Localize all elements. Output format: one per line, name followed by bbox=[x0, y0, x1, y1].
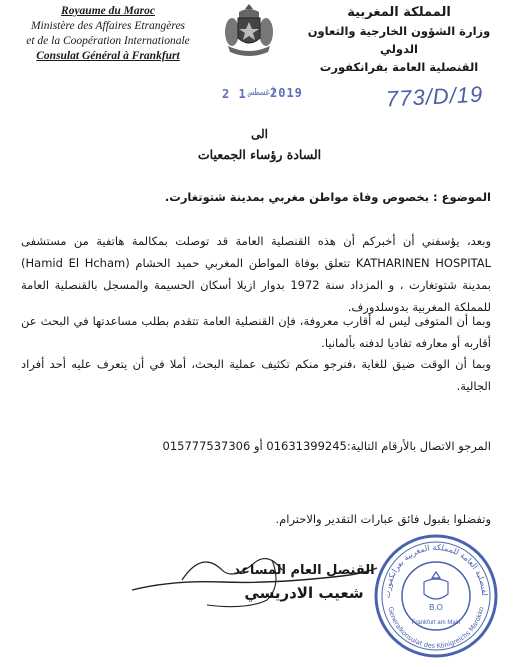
recipient-to: الى bbox=[251, 127, 268, 141]
french-letterhead bbox=[8, 4, 208, 64]
body-paragraph-2: وبما أن المتوفى ليس له أقارب معروفة، فإن القنصلية العامة تتقدم بطلب مساعدتها في البحث عن أقاربه أو معارفه تفاديا لدفنه بألمانيا. bbox=[21, 314, 491, 350]
recipient-name: السادة رؤساء الجمعيات bbox=[197, 147, 322, 162]
stamp-month: أغسطس bbox=[249, 88, 277, 98]
fr-ministry: Ministère des Affaires Etrangères bbox=[30, 20, 186, 32]
date-stamp bbox=[222, 84, 304, 104]
body-paragraph-3: وبما أن الوقت ضيق للغاية ،فنرجو منكم تكثيف عملية البحث، أملا في أن يتعرف عليه أحد أفراد الجالية. bbox=[21, 357, 491, 393]
seal-outer-text: لقنصلية العامة للمملكة المغربية بفرانكفورت bbox=[382, 542, 490, 599]
consulate-seal-icon bbox=[372, 532, 500, 660]
signatory-title: القنصل العام المساعد bbox=[233, 563, 375, 578]
ar-kingdom: المملكة المغربية bbox=[347, 5, 451, 20]
seal-city-text: Frankfurt am Main bbox=[411, 620, 461, 626]
arabic-letterhead bbox=[299, 4, 499, 76]
closing-salutation: وتفضلوا بقبول فائق عبارات التقدير والاحترام. bbox=[275, 512, 491, 526]
signatory-name: شعيب الادريسي bbox=[244, 584, 364, 602]
stamp-year: 2019 bbox=[270, 86, 303, 100]
ar-consulate: القنصلية العامة بفرانكفورت bbox=[319, 60, 479, 74]
fr-kingdom: Royaume du Maroc bbox=[61, 5, 155, 17]
subject-line: الموضوع : بخصوص وفاة مواطن مغربي بمدينة شتوتغارت. bbox=[164, 190, 491, 204]
seal-center-text: B.O bbox=[429, 603, 443, 612]
seal-ring-text: Generalkonsulat des Königreichs Marokko bbox=[386, 606, 486, 651]
ar-ministry: وزارة الشؤون الخارجية والتعاون الدولي bbox=[307, 24, 491, 56]
reference-number: 773/D/19 bbox=[385, 81, 484, 112]
fr-cooperation: et de la Coopération Internationale bbox=[26, 35, 190, 47]
body-paragraph-1: وبعد، يؤسفني أن أخبركم أن هذه القنصلية العامة قد توصلت بمكالمة هاتفية من مستشفى KATHARINEN HOSPITAL تتعلق بوفاة المواطن المغربي حميد الحشام (Hamid El Hcham) بمدينة شتوتغارت ، و المزداد سنة 1972 بدوار ازيلا أسكان الحسيمة والمسجل بالقنصلية العامة للمملكة المغربية بدوسلدورف. bbox=[21, 234, 492, 314]
stamp-day: 2 1 bbox=[222, 87, 247, 101]
fr-consulate: Consulat Général à Frankfurt bbox=[36, 50, 180, 62]
coat-of-arms-icon bbox=[222, 2, 276, 58]
signature-block bbox=[229, 560, 379, 604]
contact-numbers: المرجو الاتصال بالأرقام التالية:01631399245 أو 015777537306 bbox=[162, 439, 491, 453]
